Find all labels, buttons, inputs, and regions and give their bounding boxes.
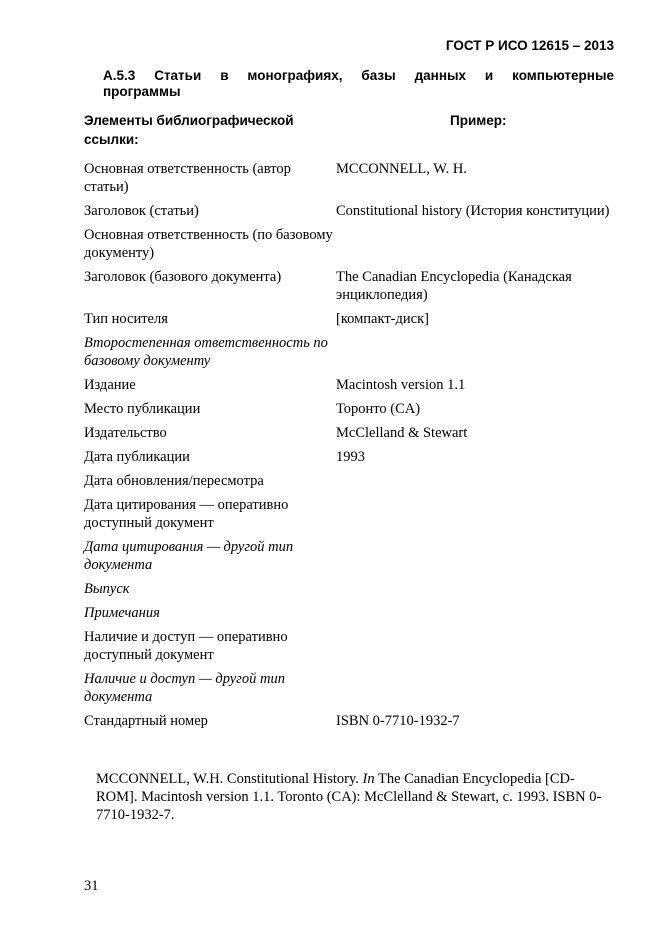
element-label-optional: Примечания bbox=[84, 605, 160, 621]
example-value bbox=[336, 670, 624, 706]
example-value bbox=[336, 538, 624, 574]
table-row bbox=[84, 448, 624, 466]
example-value: 1993 bbox=[336, 449, 365, 465]
element-label: Основная ответственность (по базовому документу) bbox=[84, 227, 333, 261]
section-title-line2: программы bbox=[103, 84, 181, 99]
example-value: Торонто (CA) bbox=[336, 401, 421, 417]
example-column-header: Пример: bbox=[450, 113, 507, 128]
example-value bbox=[336, 580, 624, 598]
table-row bbox=[84, 226, 624, 262]
element-label: Заголовок (статьи) bbox=[84, 203, 199, 219]
elements-column-header: Элементы библиографической ссылки: bbox=[84, 113, 294, 147]
element-label-optional: Выпуск bbox=[84, 581, 130, 597]
element-label: Дата обновления/пересмотра bbox=[84, 473, 264, 489]
element-label: Издательство bbox=[84, 425, 167, 441]
element-label-optional: Наличие и доступ — другой тип документа bbox=[84, 671, 285, 705]
reference-elements-table bbox=[84, 160, 624, 736]
example-value bbox=[336, 628, 624, 664]
table-row bbox=[84, 604, 624, 622]
example-value bbox=[336, 226, 624, 262]
element-label: Место публикации bbox=[84, 401, 201, 417]
table-row bbox=[84, 670, 624, 706]
example-value bbox=[336, 604, 624, 622]
example-value: McClelland & Stewart bbox=[336, 425, 468, 441]
table-row bbox=[84, 268, 624, 304]
example-value bbox=[336, 472, 624, 490]
table-row bbox=[84, 160, 624, 196]
example-value: Constitutional history (История конституции) bbox=[336, 203, 610, 219]
table-row bbox=[84, 310, 624, 328]
citation-in-italic: In bbox=[362, 771, 375, 787]
element-label: Дата цитирования — оперативно доступный документ bbox=[84, 497, 289, 531]
table-row bbox=[84, 580, 624, 598]
example-value: The Canadian Encyclopedia (Канадская энциклопедия) bbox=[336, 269, 572, 303]
example-value bbox=[336, 334, 624, 370]
example-value: MCCONNELL, W. H. bbox=[336, 161, 467, 177]
table-row bbox=[84, 538, 624, 574]
table-row bbox=[84, 496, 624, 532]
section-title-line1: А.5.3 Статьи в монографиях, базы данных и компьютерные bbox=[103, 68, 614, 83]
table-row bbox=[84, 334, 624, 370]
element-label: Основная ответственность (автор статьи) bbox=[84, 161, 291, 195]
example-value: Macintosh version 1.1 bbox=[336, 377, 466, 393]
element-label: Тип носителя bbox=[84, 311, 168, 327]
section-title bbox=[103, 68, 614, 100]
table-row bbox=[84, 712, 624, 730]
element-label-optional: Дата цитирования — другой тип документа bbox=[84, 539, 294, 573]
element-label: Заголовок (базового документа) bbox=[84, 269, 282, 285]
example-value: [компакт-диск] bbox=[336, 311, 429, 327]
table-row bbox=[84, 202, 624, 220]
element-label-optional: Второстепенная ответственность по базовому документу bbox=[84, 335, 328, 369]
element-label: Стандартный номер bbox=[84, 713, 208, 729]
page-number: 31 bbox=[84, 878, 99, 894]
example-citation bbox=[96, 770, 616, 824]
table-row bbox=[84, 424, 624, 442]
table-row bbox=[84, 376, 624, 394]
element-label: Издание bbox=[84, 377, 136, 393]
table-row bbox=[84, 628, 624, 664]
document-header: ГОСТ Р ИСО 12615 – 2013 bbox=[445, 38, 614, 53]
table-row bbox=[84, 400, 624, 418]
example-value: ISBN 0-7710-1932-7 bbox=[336, 713, 460, 729]
citation-text-part1: MCCONNELL, W.H. Constitutional History. bbox=[96, 771, 363, 787]
table-row bbox=[84, 472, 624, 490]
element-label: Дата публикации bbox=[84, 449, 190, 465]
element-label: Наличие и доступ — оперативно доступный документ bbox=[84, 629, 288, 663]
citation-text-part2: The Canadian Encyclopedia [CD-ROM]. Macintosh version 1.1. Toronto (CA): McClelland & Stewart, c. 1993. ISBN 0-7710-1932-7. bbox=[96, 771, 602, 823]
example-value bbox=[336, 496, 624, 532]
